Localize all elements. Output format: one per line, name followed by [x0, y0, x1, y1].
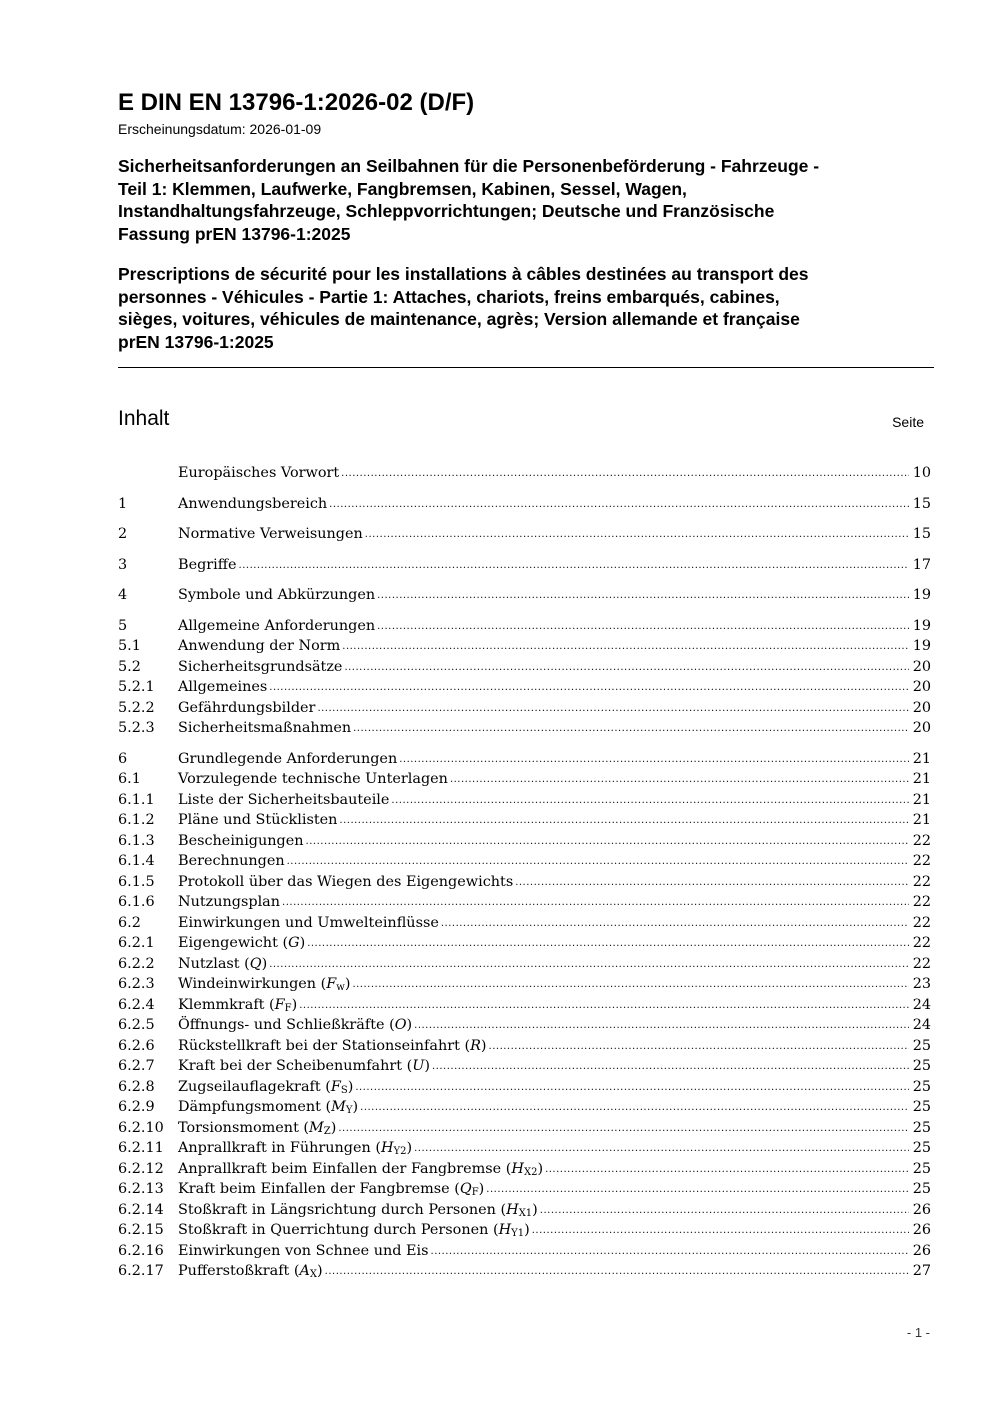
- toc-entry-title-text: Pufferstoßkraft (: [178, 1263, 300, 1279]
- toc-entry[interactable]: [118, 995, 931, 1016]
- toc-entry-title-suffix: ): [317, 1263, 323, 1279]
- toc-entry-title-text: Anprallkraft beim Einfallen der Fangbremse (: [178, 1160, 512, 1177]
- toc-leader-dots: [306, 830, 909, 853]
- toc-entry-title-text: Allgemeines: [178, 679, 268, 695]
- toc-entry-symbol-subscript: w: [336, 982, 345, 993]
- toc-leader-dots: [414, 1014, 909, 1037]
- toc-entry-title-text: Rückstellkraft bei der Stationseinfahrt (: [178, 1037, 471, 1054]
- toc-leader-dots: [355, 1076, 909, 1099]
- toc-entry-number: 2: [118, 526, 128, 542]
- toc-entry-number: 6.1.1: [118, 791, 155, 808]
- document-header: [118, 88, 934, 353]
- title-french-line: sièges, voitures, véhicules de maintenance, agrès; Version allemande et française: [118, 309, 800, 329]
- toc-entry[interactable]: [118, 1036, 931, 1057]
- toc-entry-title-text: Sicherheitsmaßnahmen: [178, 720, 352, 736]
- toc-entry-title-suffix: ): [299, 935, 306, 951]
- toc-entry-page: 24: [912, 996, 931, 1013]
- toc-entry-symbol-subscript: X1: [518, 1207, 533, 1219]
- toc-entry-number: 6.2.9: [118, 1099, 155, 1115]
- toc-entry[interactable]: [118, 555, 931, 576]
- toc-entry[interactable]: [118, 616, 931, 637]
- toc-entry[interactable]: [118, 1097, 931, 1118]
- toc-leader-dots: [365, 523, 909, 546]
- toc-entry-title: [178, 974, 350, 995]
- toc-entry[interactable]: [118, 463, 931, 484]
- header-divider: [118, 367, 934, 368]
- toc-entry-page: 21: [912, 812, 931, 828]
- toc-entry-symbol: Q: [249, 955, 262, 972]
- toc-entry-symbol-subscript: S: [340, 1084, 348, 1096]
- toc-entry-symbol: F: [330, 1078, 341, 1095]
- toc-entry-title: [178, 1241, 429, 1262]
- toc-entry-number: 6.2.8: [118, 1078, 155, 1095]
- toc-entry-title: [178, 831, 304, 852]
- toc-entry-title-suffix: ): [480, 1037, 487, 1054]
- toc-entry-number: 6.2.1: [118, 935, 155, 951]
- toc-entry-title-text: Sicherheitsgrundsätze: [178, 658, 343, 675]
- toc-entry-title-text: Liste der Sicherheitsbauteile: [178, 791, 390, 808]
- toc-entry-title: [178, 769, 448, 790]
- toc-entry-title-suffix: ): [347, 1078, 354, 1095]
- toc-entry[interactable]: [118, 1261, 931, 1282]
- toc-entry[interactable]: [118, 913, 931, 934]
- toc-entry[interactable]: [118, 1118, 931, 1139]
- toc-entry-title-suffix: ): [532, 1201, 538, 1218]
- toc-entry-page: 20: [912, 699, 931, 716]
- title-german: [118, 155, 934, 245]
- toc-entry-title: [178, 677, 267, 698]
- toc-entry-number: 6.1.3: [118, 832, 155, 849]
- toc-entry-title: [178, 657, 342, 678]
- toc-entry-page: 22: [912, 832, 931, 849]
- toc-entry[interactable]: [118, 831, 931, 852]
- toc-entry-page: 25: [912, 1119, 931, 1136]
- toc-entry-title-text: Zugseilauflagekraft (: [178, 1078, 331, 1095]
- toc-entry-symbol: A: [299, 1263, 310, 1279]
- toc-entry-title: [178, 585, 375, 606]
- toc-entry-title: [178, 1261, 323, 1282]
- toc-entry-number: 3: [118, 556, 128, 573]
- toc-entry-page: 25: [912, 1058, 931, 1074]
- toc-entry-number: 6.2.15: [118, 1222, 164, 1238]
- toc-entry[interactable]: [118, 749, 931, 770]
- toc-entry-page: 19: [912, 617, 931, 634]
- toc-entry-number: 6.2.4: [118, 996, 155, 1013]
- toc-entry-number: 6.1.2: [118, 812, 155, 828]
- toc-entry[interactable]: [118, 1200, 931, 1221]
- toc-entry-page: 22: [912, 894, 931, 910]
- toc-leader-dots: [432, 1055, 909, 1078]
- toc-entry[interactable]: [118, 1159, 931, 1180]
- toc-entry[interactable]: [118, 790, 931, 811]
- toc-entry-title-suffix: ): [261, 955, 268, 972]
- toc-entry[interactable]: [118, 524, 931, 545]
- toc-entry-symbol: F: [274, 996, 285, 1013]
- toc-entry-page: 22: [912, 853, 931, 869]
- toc-leader-dots: [325, 1260, 909, 1283]
- toc-entry-page: 20: [912, 679, 931, 695]
- toc-entry-title: [178, 698, 315, 719]
- toc-entry-number: 6.2.14: [118, 1201, 164, 1218]
- toc-leader-dots: [391, 789, 909, 812]
- footer-page-number: - 1 -: [906, 1325, 930, 1340]
- toc-entry-title-text: Torsionsmoment (: [178, 1119, 310, 1136]
- toc-entry-title-suffix: ): [291, 996, 298, 1013]
- toc-entry-page: 21: [912, 750, 931, 767]
- toc-entry-title: [178, 810, 337, 831]
- toc-entry-number: 5.2.3: [118, 720, 155, 736]
- toc-entry-title-suffix: ): [424, 1058, 430, 1074]
- toc-entry-number: 5.1: [118, 638, 141, 654]
- toc-entry-title-text: Kraft beim Einfallen der Fangbremse (: [178, 1181, 460, 1197]
- toc-entry-title-text: Klemmkraft (: [178, 996, 275, 1013]
- toc-entry-symbol: M: [309, 1119, 324, 1136]
- toc-entry[interactable]: [118, 872, 931, 893]
- toc-entry-symbol: H: [380, 1140, 394, 1156]
- toc-entry-title-text: Windeinwirkungen (: [178, 976, 327, 992]
- toc-leader-dots: [489, 1035, 909, 1058]
- toc-entry-number: 6.2.11: [118, 1140, 164, 1156]
- toc-entry-page: 19: [912, 587, 931, 603]
- toc-entry-page: 26: [912, 1222, 931, 1238]
- toc-entry[interactable]: [118, 1241, 931, 1262]
- toc-entry-symbol: R: [470, 1037, 481, 1054]
- toc-leader-dots: [339, 809, 909, 832]
- toc-entry-number: 6.2.2: [118, 955, 155, 972]
- toc-entry-title-text: Allgemeine Anforderungen: [178, 617, 376, 634]
- toc-entry[interactable]: [118, 954, 931, 975]
- toc-entry-title-text: Nutzlast (: [178, 955, 250, 972]
- toc-entry[interactable]: [118, 677, 931, 698]
- toc-entry-symbol-subscript: Z: [323, 1125, 331, 1137]
- toc-leader-dots: [341, 462, 909, 485]
- toc-entry-number: 6.2.6: [118, 1037, 155, 1054]
- title-french: [118, 263, 934, 353]
- toc-entry[interactable]: [118, 585, 931, 606]
- title-german-line: Teil 1: Klemmen, Laufwerke, Fangbremsen, Kabinen, Sessel, Wagen,: [118, 178, 687, 199]
- toc-leader-dots: [352, 973, 909, 996]
- toc-entry-title: [178, 1015, 412, 1036]
- toc-entry[interactable]: [118, 769, 931, 790]
- toc-entry-title-suffix: ): [406, 1017, 413, 1033]
- toc-entry-symbol-subscript: X: [309, 1269, 318, 1280]
- toc-entry-title-text: Nutzungsplan: [178, 894, 281, 910]
- toc-entry-title-text: Stoßkraft in Längsrichtung durch Personen (: [178, 1201, 507, 1218]
- toc-entry-symbol: H: [498, 1222, 512, 1238]
- title-german-line: Sicherheitsanforderungen an Seilbahnen für die Personenbeförderung - Fahrzeuge -: [118, 156, 820, 176]
- toc-entry-symbol: Q: [459, 1181, 472, 1197]
- toc-entry-title-suffix: ): [524, 1222, 530, 1238]
- toc-entry-number: 6.2.13: [118, 1181, 164, 1197]
- toc-entry-title: [178, 1159, 543, 1180]
- toc-entry-title: [178, 1118, 336, 1139]
- toc-leader-dots: [414, 1137, 909, 1160]
- toc-leader-dots: [545, 1158, 909, 1181]
- toc-entry-page: 26: [912, 1242, 931, 1259]
- toc-leader-dots: [239, 554, 909, 577]
- toc-entry-title-text: Protokoll über das Wiegen des Eigengewichts: [178, 873, 514, 890]
- toc-entry-number: 6.1.4: [118, 853, 155, 869]
- toc-entry-page: 26: [912, 1201, 931, 1218]
- toc-entry-page: 20: [912, 720, 931, 736]
- toc-entry-number: 6: [118, 750, 128, 767]
- toc-entry-title: [178, 1200, 538, 1221]
- toc-leader-dots: [431, 1240, 909, 1263]
- toc-entry-page: 21: [912, 791, 931, 808]
- toc-leader-dots: [532, 1219, 909, 1242]
- toc-entry-title: [178, 954, 267, 975]
- toc-entry[interactable]: [118, 657, 931, 678]
- toc-leader-dots: [269, 953, 909, 976]
- toc-entry-title: [178, 616, 375, 637]
- toc-entry-symbol: F: [326, 976, 337, 992]
- toc-entry-number: 6.1: [118, 771, 141, 787]
- toc-entry-page: 25: [912, 1078, 931, 1095]
- toc-entry-symbol: H: [506, 1201, 519, 1218]
- toc-entry-page: 25: [912, 1037, 931, 1054]
- toc-entry-title-text: Europäisches Vorwort: [178, 465, 340, 481]
- toc-entry-title-text: Symbole und Abkürzungen: [178, 587, 376, 603]
- toc-entry-title: [178, 1056, 430, 1077]
- toc-entry-title-text: Anwendung der Norm: [178, 638, 341, 654]
- toc-entry[interactable]: [118, 1056, 931, 1077]
- toc-entry-symbol: H: [511, 1160, 524, 1177]
- toc-entry-symbol-subscript: Y2: [393, 1146, 407, 1157]
- toc-entry[interactable]: [118, 494, 931, 515]
- toc-entry[interactable]: [118, 933, 931, 954]
- document-id: E DIN EN 13796-1:2026-02 (D/F): [118, 89, 475, 116]
- toc-entry-title: [178, 1077, 353, 1098]
- toc-entry[interactable]: [118, 698, 931, 719]
- toc-entry-title-text: Anprallkraft in Führungen (: [178, 1140, 381, 1156]
- toc-entry-page: 27: [912, 1263, 931, 1279]
- toc-entry[interactable]: [118, 892, 931, 913]
- toc-entry-title: [178, 524, 363, 545]
- toc-entry-page: 22: [912, 935, 931, 951]
- toc-leader-dots: [287, 850, 909, 873]
- toc-entry-page: 19: [912, 638, 931, 654]
- toc-entry-title-text: Einwirkungen von Schnee und Eis: [178, 1242, 429, 1259]
- toc-leader-dots: [377, 584, 909, 607]
- toc-entry-page: 17: [912, 556, 931, 573]
- toc-leader-dots: [515, 871, 909, 894]
- toc-heading: Inhalt: [118, 407, 170, 430]
- toc-entry-number: 5.2: [118, 658, 141, 675]
- toc-entry-title-text: Stoßkraft in Querrichtung durch Personen (: [178, 1222, 499, 1238]
- toc-entry-number: 6.2: [118, 914, 141, 931]
- toc-entry-title: [178, 1036, 487, 1057]
- toc-entry-title: [178, 463, 339, 484]
- toc-entry-page: 25: [912, 1181, 931, 1197]
- toc-entry-page: 25: [912, 1140, 931, 1156]
- toc-entry-page: 24: [912, 1017, 931, 1033]
- toc-entry-page: 21: [912, 771, 931, 787]
- toc-entry-title-text: Normative Verweisungen: [178, 526, 363, 542]
- toc-entry-title-text: Kraft bei der Scheibenumfahrt (: [178, 1058, 413, 1074]
- toc-entry-title: [178, 1179, 484, 1200]
- table-of-contents: [118, 463, 931, 1282]
- toc-page-label: Seite: [892, 414, 924, 430]
- toc-leader-dots: [299, 994, 909, 1017]
- toc-entry-title: [178, 913, 439, 934]
- toc-entry-page: 22: [912, 873, 931, 890]
- toc-leader-dots: [399, 748, 909, 771]
- toc-entry-title-text: Bescheinigungen: [178, 832, 304, 849]
- toc-entry-title-text: Öffnungs- und Schließkräfte (: [178, 1017, 395, 1033]
- toc-entry-symbol: G: [288, 935, 300, 951]
- toc-entry-title-text: Einwirkungen und Umwelteinflüsse: [178, 914, 439, 931]
- toc-entry-number: 5.2.2: [118, 699, 155, 716]
- title-french-line: Prescriptions de sécurité pour les installations à câbles destinées au transport des: [118, 264, 809, 284]
- toc-entry-title-text: Dämpfungsmoment (: [178, 1099, 332, 1115]
- toc-entry-page: 15: [912, 495, 931, 512]
- toc-entry-symbol-subscript: X2: [523, 1166, 538, 1178]
- toc-entry-title: [178, 933, 305, 954]
- toc-entry-page: 10: [912, 465, 931, 481]
- toc-entry-title: [178, 494, 327, 515]
- toc-entry-page: 25: [912, 1099, 931, 1115]
- toc-entry-page: 15: [912, 526, 931, 542]
- toc-leader-dots: [344, 656, 909, 679]
- toc-entry-title: [178, 892, 280, 913]
- toc-entry-title: [178, 790, 389, 811]
- title-german-line: Instandhaltungsfahrzeuge, Schleppvorrichtungen; Deutsche und Französische: [118, 201, 775, 221]
- title-german-line: Fassung prEN 13796-1:2025: [118, 223, 351, 244]
- toc-leader-dots: [317, 697, 909, 720]
- toc-leader-dots: [342, 635, 909, 658]
- toc-entry-title-suffix: ): [537, 1160, 544, 1177]
- toc-entry[interactable]: [118, 718, 931, 739]
- toc-entry-symbol: M: [331, 1099, 346, 1115]
- toc-entry-page: 22: [912, 914, 931, 931]
- toc-entry-page: 20: [912, 658, 931, 675]
- toc-leader-dots: [269, 676, 909, 699]
- toc-entry-number: 6.2.7: [118, 1058, 155, 1074]
- toc-entry-number: 4: [118, 587, 128, 603]
- toc-entry[interactable]: [118, 636, 931, 657]
- toc-entry-page: 22: [912, 955, 931, 972]
- toc-entry-symbol-subscript: F: [284, 1002, 292, 1014]
- toc-entry-title: [178, 636, 340, 657]
- toc-entry-title-suffix: ): [352, 1099, 359, 1115]
- toc-entry-title-suffix: ): [478, 1181, 485, 1197]
- toc-entry-number: 6.2.3: [118, 976, 155, 992]
- toc-entry-title-suffix: ): [406, 1140, 413, 1156]
- toc-entry-title-text: Grundlegende Anforderungen: [178, 750, 398, 767]
- toc-entry[interactable]: [118, 1138, 931, 1159]
- toc-entry-number: 6.2.12: [118, 1160, 164, 1177]
- toc-leader-dots: [540, 1199, 909, 1222]
- toc-entry-title: [178, 718, 351, 739]
- toc-entry-page: 25: [912, 1160, 931, 1177]
- toc-entry[interactable]: [118, 1179, 931, 1200]
- toc-leader-dots: [307, 932, 909, 955]
- publication-date: Erscheinungsdatum: 2026-01-09: [118, 121, 322, 137]
- toc-leader-dots: [338, 1117, 909, 1140]
- toc-entry[interactable]: [118, 1220, 931, 1241]
- toc-entry-title: [178, 1220, 530, 1241]
- toc-entry-symbol-subscript: F: [471, 1187, 479, 1198]
- toc-entry-title: [178, 1097, 358, 1118]
- toc-entry-symbol: U: [412, 1058, 425, 1074]
- toc-entry-title: [178, 555, 237, 576]
- toc-entry-title-text: Vorzulegende technische Unterlagen: [178, 771, 448, 787]
- toc-entry-number: 6.2.10: [118, 1119, 164, 1136]
- toc-entry-number: 6.1.5: [118, 873, 155, 890]
- toc-entry[interactable]: [118, 1077, 931, 1098]
- toc-leader-dots: [450, 768, 909, 791]
- toc-leader-dots: [329, 493, 909, 516]
- toc-entry-symbol-subscript: Y1: [511, 1228, 525, 1239]
- toc-entry-symbol: O: [394, 1017, 407, 1033]
- toc-leader-dots: [360, 1096, 909, 1119]
- toc-entry-page: 23: [912, 976, 931, 992]
- toc-leader-dots: [377, 615, 909, 638]
- toc-entry[interactable]: [118, 810, 931, 831]
- toc-entry-number: 6.2.5: [118, 1017, 155, 1033]
- toc-entry-number: 1: [118, 495, 128, 512]
- toc-entry-title: [178, 995, 297, 1016]
- title-french-line: personnes - Véhicules - Partie 1: Attaches, chariots, freins embarqués, cabines,: [118, 286, 780, 307]
- toc-entry-number: 5: [118, 617, 128, 634]
- toc-entry-title: [178, 749, 397, 770]
- toc-entry-title-text: Pläne und Stücklisten: [178, 812, 338, 828]
- toc-entry-title-text: Eigengewicht (: [178, 935, 289, 951]
- toc-entry-title-suffix: ): [344, 976, 351, 992]
- toc-entry-number: 6.2.17: [118, 1263, 164, 1279]
- toc-entry[interactable]: [118, 974, 931, 995]
- toc-entry-number: 6.2.16: [118, 1242, 164, 1259]
- toc-entry-title: [178, 872, 513, 893]
- toc-entry-symbol-subscript: Y: [345, 1105, 353, 1116]
- toc-leader-dots: [353, 717, 909, 740]
- toc-entry-title-text: Gefährdungsbilder: [178, 699, 316, 716]
- toc-entry-title: [178, 1138, 412, 1159]
- toc-entry[interactable]: [118, 1015, 931, 1036]
- title-french-line: prEN 13796-1:2025: [118, 331, 274, 352]
- toc-leader-dots: [486, 1178, 909, 1201]
- toc-entry-number: 5.2.1: [118, 679, 155, 695]
- toc-leader-dots: [441, 912, 909, 935]
- toc-entry-title-text: Anwendungsbereich: [178, 495, 328, 512]
- toc-entry-number: 6.1.6: [118, 894, 155, 910]
- toc-entry-title-text: Begriffe: [178, 556, 237, 573]
- toc-entry-title-text: Berechnungen: [178, 853, 285, 869]
- toc-leader-dots: [282, 891, 909, 914]
- toc-entry-title: [178, 851, 285, 872]
- toc-entry[interactable]: [118, 851, 931, 872]
- toc-entry-title-suffix: ): [330, 1119, 337, 1136]
